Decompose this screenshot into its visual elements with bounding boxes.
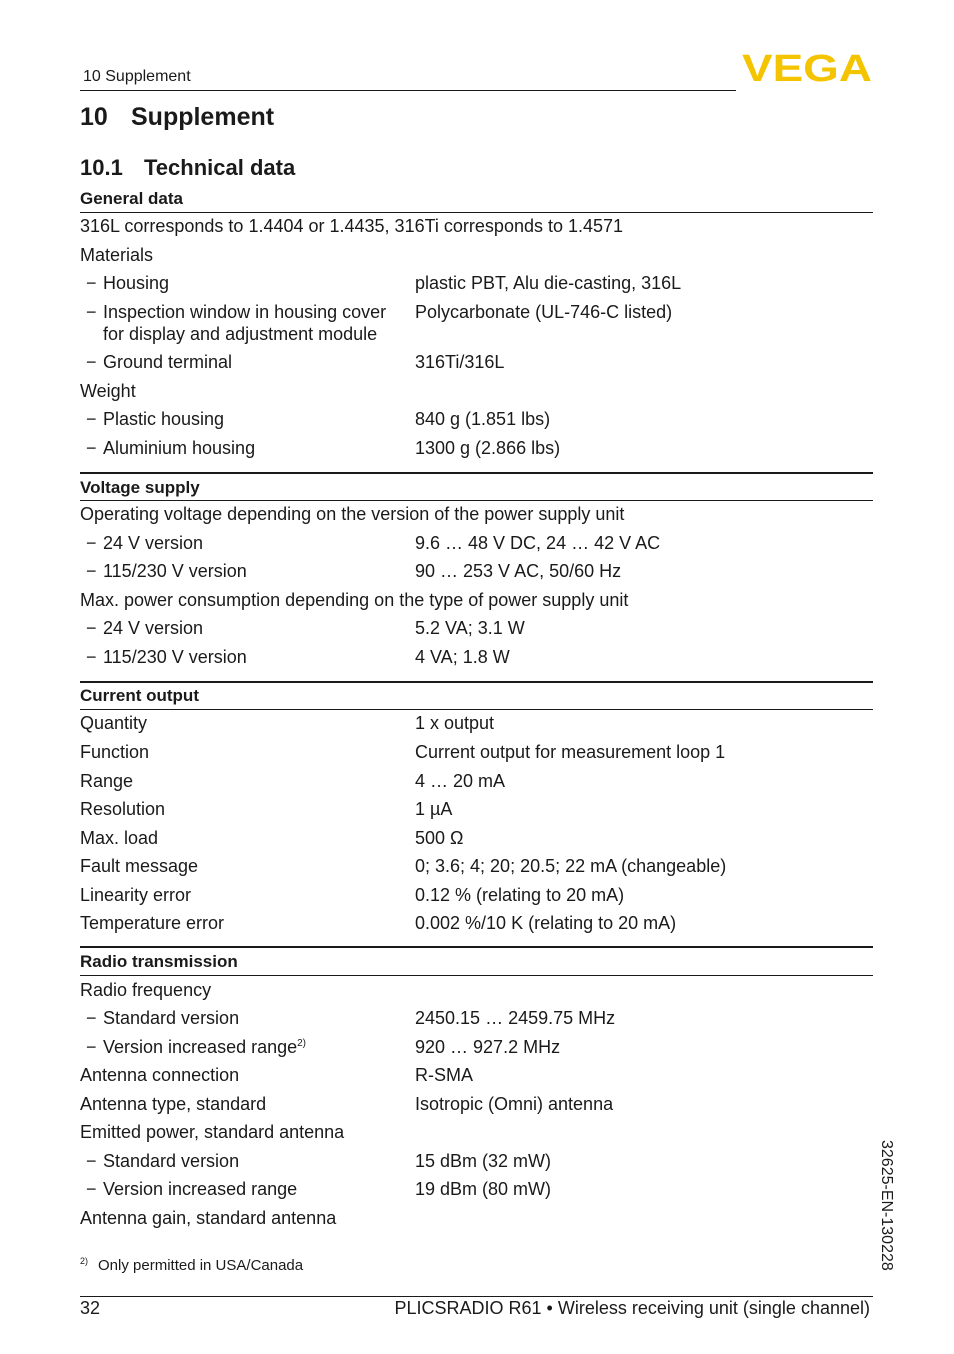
current-value: 4 … 20 mA [415, 771, 506, 791]
current-label: Max. load [80, 828, 159, 848]
current-output-title: Current output [80, 686, 199, 705]
section-heading [80, 155, 295, 181]
plastic-label: Plastic housing [103, 409, 225, 429]
list-dash: − [86, 1151, 97, 1171]
current-value: 1 x output [415, 713, 495, 733]
voltage-top-rule [80, 472, 873, 474]
v115-label: 115/230 V version [103, 561, 247, 581]
voltage-intro: Operating voltage depending on the version of the power supply unit [80, 504, 625, 524]
gain-label: Antenna gain, standard antenna [80, 1208, 337, 1228]
inc-value: 920 … 927.2 MHz [415, 1037, 561, 1057]
em-std-value: 15 dBm (32 mW) [415, 1151, 552, 1171]
window-value: Polycarbonate (UL-746-C listed) [415, 302, 673, 322]
current-label: Quantity [80, 713, 148, 733]
page-number: 32 [80, 1298, 101, 1318]
conn-value: R-SMA [415, 1065, 473, 1085]
em-std-label: Standard version [103, 1151, 240, 1171]
general-data-title: General data [80, 189, 183, 208]
inc-label: Version increased range [103, 1037, 298, 1057]
radio-transmission-title: Radio transmission [80, 952, 238, 971]
radio-top-rule [80, 946, 873, 948]
list-dash: − [86, 273, 97, 293]
current-label: Resolution [80, 799, 166, 819]
v24-value: 9.6 … 48 V DC, 24 … 42 V AC [415, 533, 661, 553]
logo-text: VEGA [742, 52, 872, 84]
conn-label: Antenna connection [80, 1065, 240, 1085]
list-dash: − [86, 647, 97, 667]
list-dash: − [86, 1008, 97, 1028]
current-value: 0.12 % (relating to 20 mA) [415, 885, 625, 905]
current-label: Temperature error [80, 913, 225, 933]
p115-value: 4 VA; 1.8 W [415, 647, 510, 667]
list-dash: − [86, 533, 97, 553]
window-label: Inspection window in housing cover for display and adjustment module [103, 302, 387, 344]
current-value: Current output for measurement loop 1 [415, 742, 726, 762]
vega-logo [742, 52, 872, 84]
v115-value: 90 … 253 V AC, 50/60 Hz [415, 561, 622, 581]
current-label: Linearity error [80, 885, 192, 905]
footnote [80, 1256, 303, 1274]
footnote-mark: 2) [80, 1256, 89, 1266]
current-rule [80, 709, 873, 710]
materials-label: Materials [80, 245, 154, 265]
chapter-number: 10 [80, 103, 108, 131]
header-rule [80, 90, 736, 91]
chapter-title: Supplement [131, 103, 275, 131]
std-label: Standard version [103, 1008, 240, 1028]
weight-label: Weight [80, 381, 136, 401]
running-head: 10 Supplement [83, 68, 191, 85]
footnote-text: Only permitted in USA/Canada [98, 1257, 304, 1274]
freq-label: Radio frequency [80, 980, 212, 1000]
alu-value: 1300 g (2.866 lbs) [415, 438, 561, 458]
list-dash: − [86, 618, 97, 638]
general-intro: 316L corresponds to 1.4404 or 1.4435, 316Ti corresponds to 1.4571 [80, 216, 624, 236]
list-dash: − [86, 302, 97, 322]
em-inc-value: 19 dBm (80 mW) [415, 1179, 552, 1199]
current-label: Function [80, 742, 150, 762]
current-value: 0; 3.6; 4; 20; 20.5; 22 mA (changeable) [415, 856, 727, 876]
current-value: 1 µA [415, 799, 453, 819]
em-inc-label: Version increased range [103, 1179, 298, 1199]
housing-value: plastic PBT, Alu die-casting, 316L [415, 273, 682, 293]
general-data-rule [80, 212, 873, 213]
p24-label: 24 V version [103, 618, 204, 638]
ground-label: Ground terminal [103, 352, 233, 372]
section-title: Technical data [144, 155, 296, 180]
alu-label: Aluminium housing [103, 438, 256, 458]
type-value: Isotropic (Omni) antenna [415, 1094, 614, 1114]
housing-label: Housing [103, 273, 170, 293]
voltage-supply-title: Voltage supply [80, 478, 200, 497]
list-dash: − [86, 438, 97, 458]
current-value: 0.002 %/10 K (relating to 20 mA) [415, 913, 677, 933]
v24-label: 24 V version [103, 533, 204, 553]
current-label: Range [80, 771, 134, 791]
list-dash: − [86, 1037, 97, 1057]
std-value: 2450.15 … 2459.75 MHz [415, 1008, 616, 1028]
radio-rule [80, 975, 873, 976]
current-label: Fault message [80, 856, 199, 876]
list-dash: − [86, 561, 97, 581]
footnote-ref: 2) [297, 1038, 307, 1049]
product-title: PLICSRADIO R61 • Wireless receiving unit (single channel) [394, 1298, 870, 1318]
emitted-label: Emitted power, standard antenna [80, 1122, 345, 1142]
current-top-rule [80, 681, 873, 683]
current-value: 500 Ω [415, 828, 464, 848]
footer-rule [80, 1296, 873, 1297]
list-dash: − [86, 352, 97, 372]
document-code: 32625-EN-130228 [878, 1140, 895, 1271]
section-number: 10.1 [80, 155, 123, 180]
plastic-value: 840 g (1.851 lbs) [415, 409, 551, 429]
list-dash: − [86, 1179, 97, 1199]
p24-value: 5.2 VA; 3.1 W [415, 618, 525, 638]
power-intro: Max. power consumption depending on the type of power supply unit [80, 590, 629, 610]
ground-value: 316Ti/316L [415, 352, 505, 372]
type-label: Antenna type, standard [80, 1094, 267, 1114]
voltage-rule [80, 500, 873, 501]
chapter-heading [80, 103, 274, 132]
p115-label: 115/230 V version [103, 647, 247, 667]
list-dash: − [86, 409, 97, 429]
